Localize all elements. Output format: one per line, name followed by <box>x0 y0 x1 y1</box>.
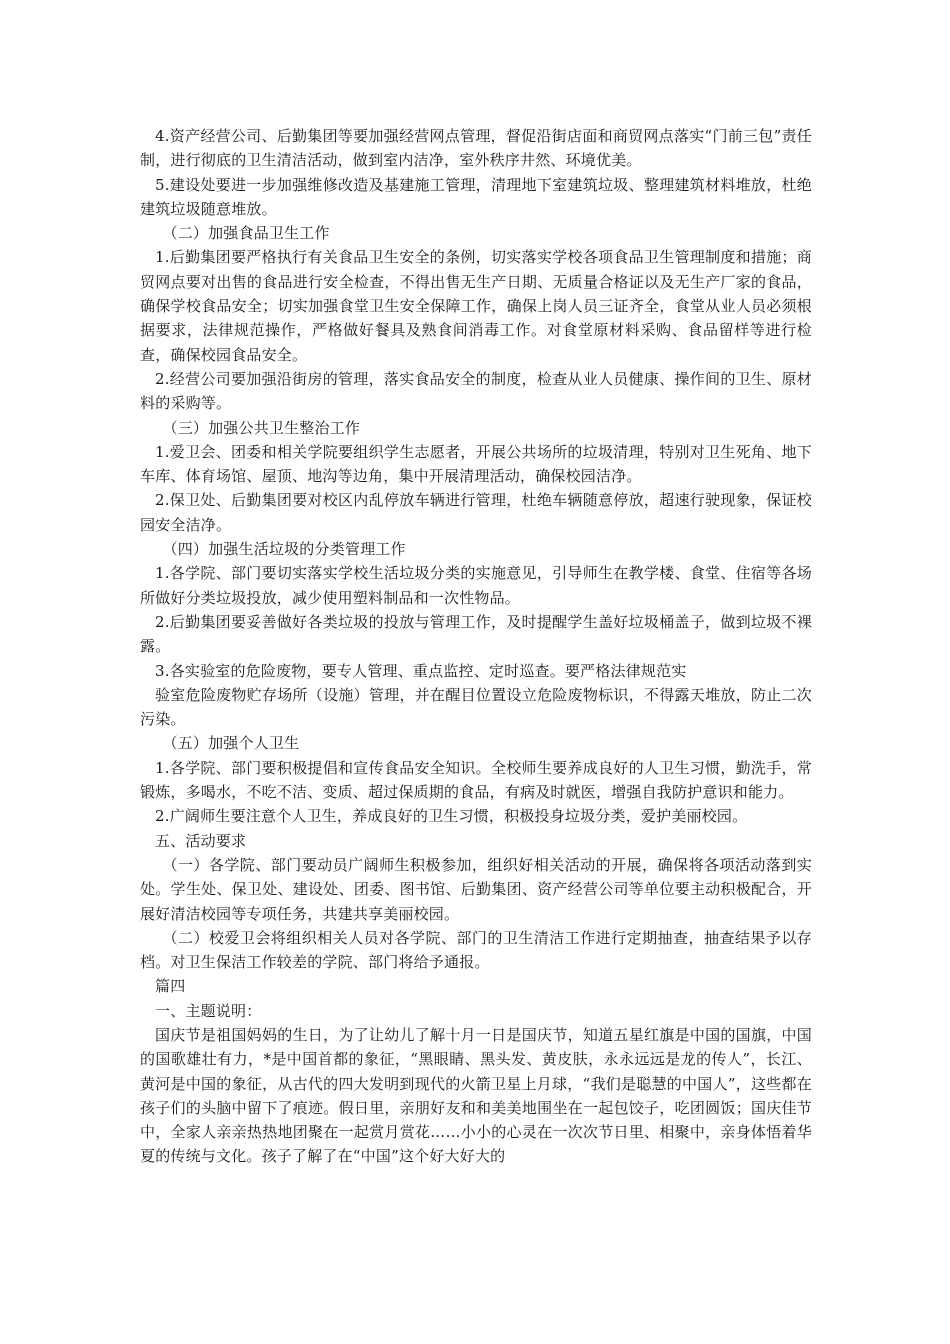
paragraph: 2.广阔师生要注意个人卫生，养成良好的卫生习惯，积极投身垃圾分类，爱护美丽校园。 <box>155 807 748 826</box>
paragraph: 1.各学院、部门要积极提倡和宣传食品安全知识。全校师生要养成良好的人卫生习惯，勤洗手，常锻炼，多喝水，不吃不洁、变质、超过保质期的食品，有病及时就医，增强自我防护意识和能力。 <box>140 758 812 802</box>
paragraph: 2.后勤集团要妥善做好各类垃圾的投放与管理工作，及时提醒学生盖好垃圾桶盖子，做到垃圾不裸露。 <box>140 612 812 656</box>
paragraph: （二）校爱卫会将组织相关人员对各学院、部门的卫生清洁工作进行定期抽查，抽查结果予以存档。对卫生保洁工作较差的学院、部门将给予通报。 <box>140 928 812 972</box>
section-heading: 一、主题说明： <box>155 1001 262 1020</box>
paragraph: 1.爱卫会、团委和相关学院要组织学生志愿者，开展公共场所的垃圾清理，特别对卫生死角、地下车库、体育场馆、屋顶、地沟等边角，集中开展清理活动，确保校园洁净。 <box>140 442 812 486</box>
paragraph: 2.经营公司要加强沿街房的管理，落实食品安全的制度，检查从业人员健康、操作间的卫生、原材料的采购等。 <box>140 369 812 413</box>
section-heading: （五）加强个人卫生 <box>162 734 300 753</box>
section-heading: （三）加强公共卫生整治工作 <box>162 418 361 437</box>
paragraph: 1.各学院、部门要切实落实学校生活垃圾分类的实施意见，引导师生在教学楼、食堂、住宿等各场所做好分类垃圾投放，减少使用塑料制品和一次性物品。 <box>140 564 812 607</box>
paragraph: 5.建设处要进一步加强维修改造及基建施工管理，清理地下室建筑垃圾、整理建筑材料堆放，杜绝建筑垃圾随意堆放。 <box>140 175 812 218</box>
paragraph: 1.后勤集团要严格执行有关食品卫生安全的条例，切实落实学校各项食品卫生管理制度和措施；商贸网点要对出售的食品进行安全检查，不得出售无生产日期、无质量合格证以及无生产厂家的食品，确保学校食品安全；切实加强食堂卫生安全保障工作，确保上岗人员三证齐全，食堂从业人员必须根据要求，法律规范操作，严格做好餐具及熟食间消毒工作。对食堂原材料采购、食品留样等进行检查，确保校园食品安全。 <box>140 248 812 364</box>
paragraph: 验室危险废物贮存场所（设施）管理，并在醒目位置设立危险废物标识，不得露天堆放，防止二次污染。 <box>140 685 812 729</box>
paragraph: 2.保卫处、后勤集团要对校区内乱停放车辆进行管理，杜绝车辆随意停放，超速行驶现象，保证校园安全洁净。 <box>140 491 812 534</box>
section-heading: 五、活动要求 <box>155 831 247 850</box>
document-page <box>140 124 812 1169</box>
paragraph: 3.各实验室的危险废物，要专人管理、重点监控、定时巡查。要严格法律规范实 <box>155 661 687 680</box>
paragraph: （一）各学院、部门要动员广阔师生积极参加，组织好相关活动的开展，确保将各项活动落到实处。学生处、保卫处、建设处、团委、图书馆、后勤集团、资产经营公司等单位要主动积极配合，开展好清洁校园等专项任务，共建共享美丽校园。 <box>140 855 812 923</box>
section-heading: （四）加强生活垃圾的分类管理工作 <box>162 540 406 559</box>
paragraph: 4.资产经营公司、后勤集团等要加强经营网点管理，督促沿街店面和商贸网点落实“门前三包”责任制，进行彻底的卫生清洁活动，做到室内洁净，室外秩序井然、环境优美。 <box>140 127 812 170</box>
paragraph: 国庆节是祖国妈妈的生日，为了让幼儿了解十月一日是国庆节，知道五星红旗是中国的国旗，中国的国歌雄壮有力，*是中国首都的象征，“黑眼睛、黑头发、黄皮肤，永永远远是龙的传人”，长江、黄河是中国的象征，从古代的四大发明到现代的火箭卫星上月球，“我们是聪慧的中国人”，这些都在孩子们的头脑中留下了痕迹。假日里，亲朋好友和和美美地围坐在一起包饺子，吃团圆饭；国庆佳节中，全家人亲亲热热地团聚在一起赏月赏花……小小的心灵在一次次节日里、相聚中，亲身体悟着华夏的传统与文化。孩子了解了在“中国”这个好大好大的 <box>140 1025 812 1166</box>
section-heading: 篇四 <box>155 977 186 996</box>
section-heading: （二）加强食品卫生工作 <box>162 224 330 243</box>
